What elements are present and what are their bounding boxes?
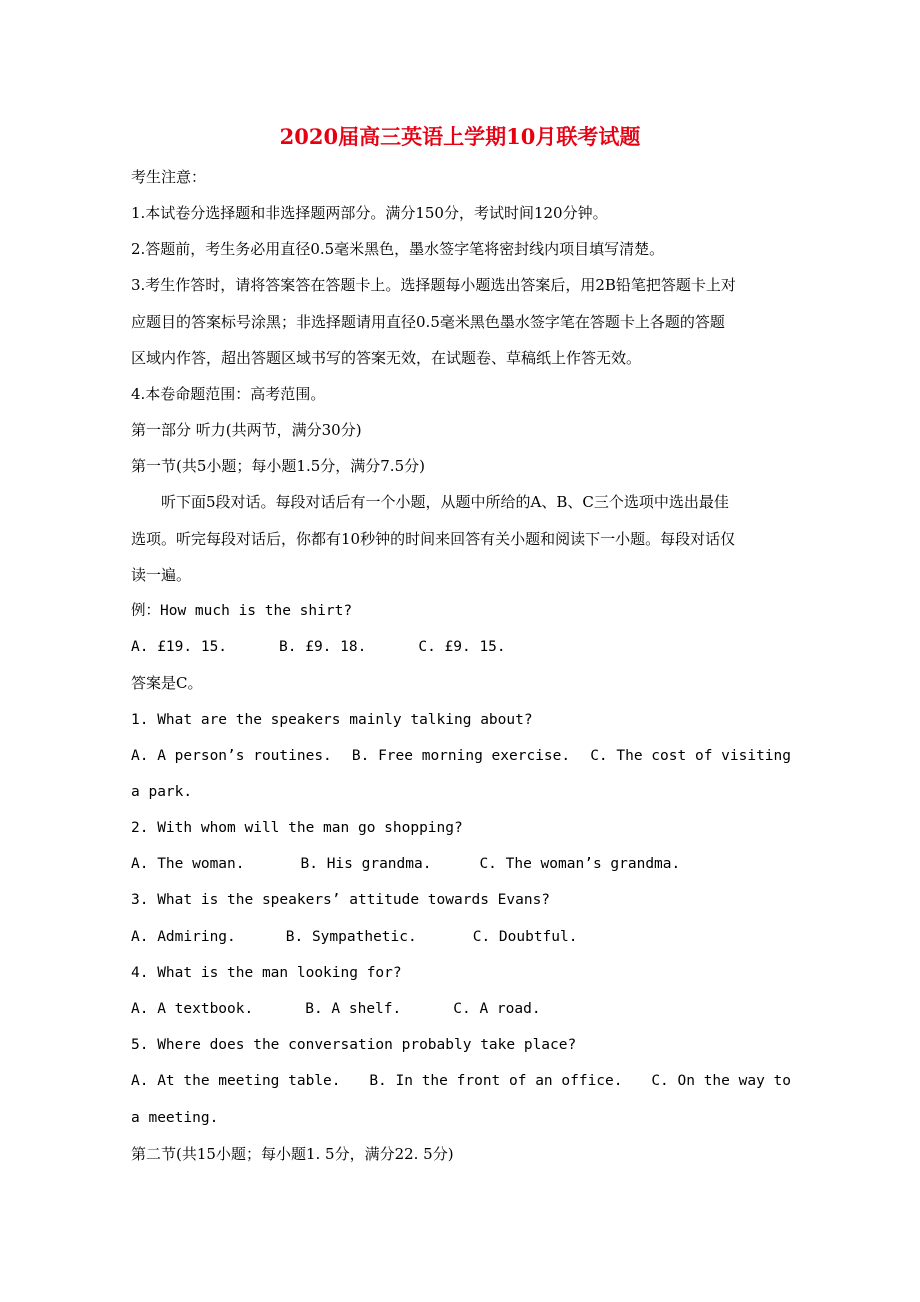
- question-5: 5. Where does the conversation probably take place?: [131, 1037, 577, 1053]
- instructions-line-3: 读一遍。: [131, 566, 192, 584]
- question-5-option-a: A. At the meeting table.: [131, 1073, 341, 1089]
- question-4-option-c: C. A road.: [453, 1001, 541, 1017]
- question-1: 1. What are the speakers mainly talking about?: [131, 712, 533, 728]
- example-answer: 答案是C。: [131, 674, 203, 692]
- question-2-option-b: B. His grandma.: [300, 856, 432, 872]
- notes-heading: 考生注意：: [131, 168, 207, 186]
- question-1-option-c: C. The cost of visiting: [590, 748, 791, 764]
- example-option-c: C. £9. 15.: [418, 639, 506, 655]
- question-2-option-a: A. The woman.: [131, 856, 245, 872]
- question-4-option-b: B. A shelf.: [305, 1001, 402, 1017]
- page-title: 2020届高三英语上学期10月联考试题: [279, 124, 641, 149]
- question-4-options: [131, 999, 791, 1019]
- example-option-a: A. £19. 15.: [131, 639, 228, 655]
- question-1-options: [131, 746, 791, 766]
- note-3-line-2: 应题目的答案标号涂黑；非选择题请用直径0.5毫米黑色墨水签字笔在答题卡上各题的答题: [131, 313, 725, 331]
- note-2: 2.答题前，考生务必用直径0.5毫米黑色，墨水签字笔将密封线内项目填写清楚。: [131, 240, 665, 258]
- section2-heading: 第二节(共15小题；每小题1. 5分，满分22. 5分): [131, 1145, 454, 1163]
- question-5-option-c: C. On the way to: [651, 1073, 791, 1089]
- question-3-option-b: B. Sympathetic.: [285, 929, 417, 945]
- question-1-option-a: A. A person’s routines.: [131, 748, 332, 764]
- part1-heading: 第一部分 听力(共两节，满分30分): [131, 421, 362, 439]
- note-3-line-3: 区域内作答，超出答题区域书写的答案无效，在试题卷、草稿纸上作答无效。: [131, 349, 642, 367]
- question-3-options: [131, 927, 791, 947]
- question-1-option-c-continued: a park.: [131, 784, 193, 800]
- note-1: 1.本试卷分选择题和非选择题两部分。满分150分，考试时间120分钟。: [131, 204, 608, 222]
- question-5-option-c-continued: a meeting.: [131, 1110, 219, 1126]
- question-5-option-b: B. In the front of an office.: [369, 1073, 623, 1089]
- question-1-option-b: B. Free morning exercise.: [351, 748, 571, 764]
- question-3-option-c: C. Doubtful.: [472, 929, 578, 945]
- example-options: [131, 637, 791, 657]
- example-option-b: B. £9. 18.: [279, 639, 367, 655]
- instructions-line-1: 听下面5段对话。每段对话后有一个小题，从题中所给的A、B、C三个选项中选出最佳: [161, 493, 729, 511]
- note-4: 4.本卷命题范围：高考范围。: [131, 385, 326, 403]
- example-question: 例：How much is the shirt?: [131, 603, 353, 619]
- question-2-option-c: C. The woman’s grandma.: [479, 856, 681, 872]
- question-4: 4. What is the man looking for?: [131, 965, 402, 981]
- instructions-line-2: 选项。听完每段对话后，你都有10秒钟的时间来回答有关小题和阅读下一小题。每段对话仅: [131, 530, 736, 548]
- note-3-line-1: 3.考生作答时，请将答案答在答题卡上。选择题每小题选出答案后，用2B铅笔把答题卡上对: [131, 276, 736, 294]
- question-4-option-a: A. A textbook.: [131, 1001, 254, 1017]
- question-3: 3. What is the speakers’ attitude towards Evans?: [131, 892, 551, 908]
- question-3-option-a: A. Admiring.: [131, 929, 236, 945]
- question-2-options: [131, 854, 791, 874]
- question-2: 2. With whom will the man go shopping?: [131, 820, 463, 836]
- section1-heading: 第一节(共5小题；每小题1.5分，满分7.5分): [131, 457, 425, 475]
- question-5-options: [131, 1071, 791, 1091]
